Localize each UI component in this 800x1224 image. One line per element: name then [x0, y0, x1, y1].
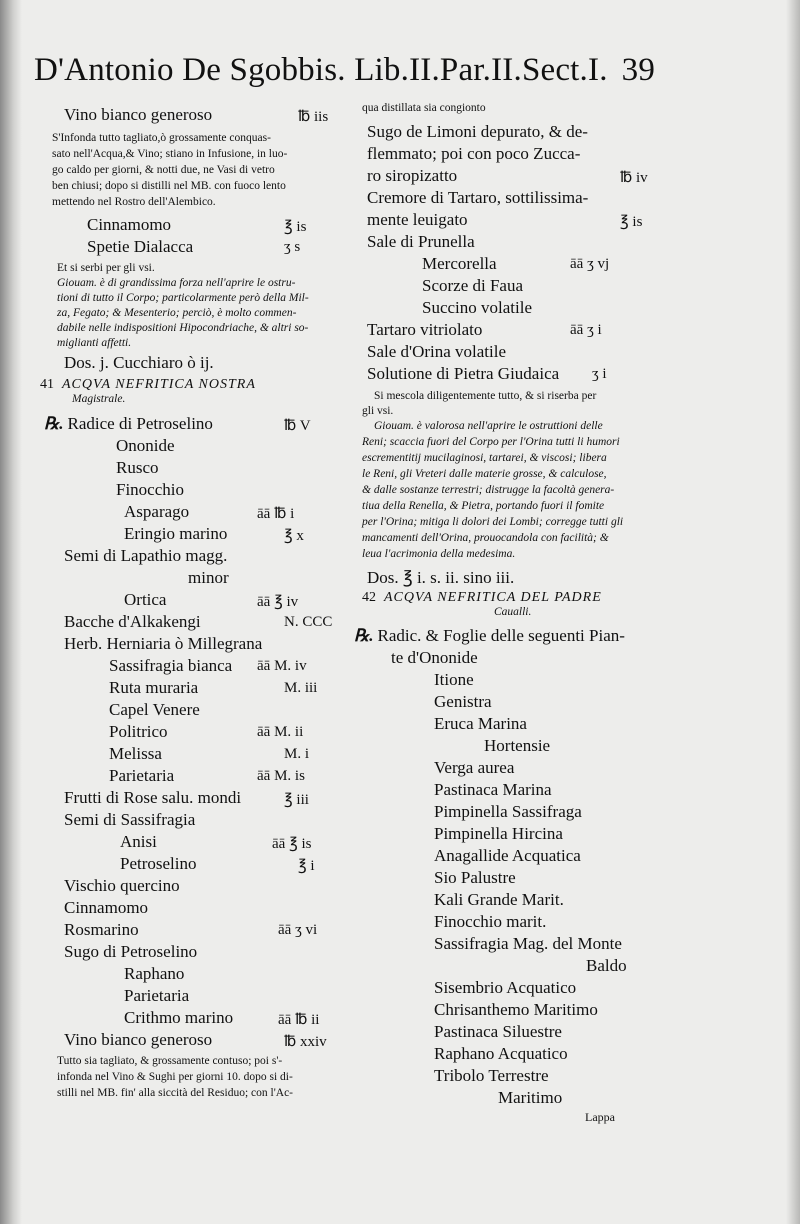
- line-l7: Spetie Dialacca: [87, 237, 194, 256]
- line-r10: Tartaro vitriolato: [367, 320, 483, 339]
- line-l31: Politrico: [109, 722, 168, 741]
- line-r12: Solutione di Pietra Giudaica: [367, 364, 560, 383]
- line-l35: Semi di Sassifragia: [64, 810, 196, 829]
- line-l20: Finocchio: [116, 480, 184, 499]
- line-r0: qua distillata sia congionto: [362, 102, 486, 114]
- qty-l22: ℥ x: [284, 528, 304, 544]
- line-r1: Sugo de Limoni depurato, & de-: [367, 122, 588, 141]
- line-l42: Raphano: [124, 964, 185, 983]
- line-r43: Sisembrio Acquatico: [434, 978, 577, 997]
- line-r39: Kali Grande Marit.: [434, 890, 564, 909]
- qty-l45: ℔ xxiv: [284, 1034, 327, 1050]
- line-l21: Asparago: [124, 502, 190, 521]
- line-l1: S'Infonda tutto tagliato,ò grossamente conquas-: [52, 132, 271, 144]
- line-r11: Sale d'Orina volatile: [367, 342, 507, 361]
- line-r17: escrementitij mucilaginosi, tartarei, & viscosi; libera: [362, 452, 607, 464]
- catchword: Lappa: [585, 1110, 615, 1124]
- line-l40: Rosmarino: [64, 920, 139, 939]
- qty-l0: ℔ iis: [298, 109, 329, 125]
- line-l33: Parietaria: [109, 766, 175, 785]
- page-spine-shadow: [0, 0, 22, 1224]
- line-l25: Ortica: [124, 590, 167, 609]
- line-l37: Petroselino: [120, 854, 197, 873]
- line-l13: miglianti affetti.: [57, 337, 132, 349]
- line-l10: tioni di tutto il Corpo; particolarmente però della Mil-: [57, 292, 309, 304]
- line-l6: Cinnamomo: [87, 215, 172, 234]
- line-l26: Bacche d'Alkakengi: [64, 612, 201, 631]
- line-r14: gli vsi.: [362, 405, 394, 417]
- qty-l25: āā ℥ iv: [257, 594, 299, 610]
- line-r34: Pastinaca Marina: [434, 780, 552, 799]
- line-r36: Pimpinella Hircina: [434, 824, 563, 843]
- line-r15: Giouam. è valorosa nell'aprire le ostruttioni delle: [374, 420, 603, 432]
- line-r38: Sio Palustre: [434, 868, 516, 887]
- line-r32: Hortensie: [484, 736, 551, 755]
- line-l48: stilli nel MB. fin' alla siccità del Residuo; con l'Ac-: [57, 1087, 294, 1099]
- line-l41: Sugo di Petroselino: [64, 942, 198, 961]
- line-l24: minor: [188, 568, 229, 587]
- qty-r10: āā ʒ i: [570, 322, 602, 338]
- line-r22: mancamenti dell'Orina, prouocandola con facilità; &: [362, 532, 609, 544]
- line-r47: Tribolo Terrestre: [434, 1066, 549, 1085]
- line-l44: Crithmo marino: [124, 1008, 234, 1027]
- line-r8: Scorze di Faua: [422, 276, 524, 295]
- recipe-41-title: 41 ACQVA NEFRITICA NOSTRA: [40, 377, 256, 392]
- qty-r12: ʒ i: [592, 366, 607, 382]
- qty-l29: M. iii: [284, 680, 318, 696]
- line-l43: Parietaria: [124, 986, 190, 1005]
- line-r42: Baldo: [586, 956, 627, 975]
- qty-l17: ℔ V: [284, 418, 311, 434]
- line-l3: go caldo per giorni, & notti due, ne Vasi di vetro: [52, 164, 275, 176]
- line-l22: Eringio marino: [124, 524, 228, 543]
- line-r20: tiua della Renella, & Pietra, portando fuori il fomite: [362, 500, 605, 512]
- qty-l40: āā ʒ vi: [278, 922, 318, 938]
- line-l17: ℞. Radice di Petroselino: [44, 414, 213, 433]
- line-r5: mente leuigato: [367, 210, 468, 229]
- line-l19: Rusco: [116, 458, 159, 477]
- line-l32: Melissa: [109, 744, 162, 763]
- qty-l28: āā M. iv: [257, 658, 307, 674]
- qty-l34: ℥ iii: [284, 792, 309, 808]
- line-r48: Maritimo: [498, 1088, 563, 1107]
- qty-l44: āā ℔ ii: [278, 1012, 320, 1028]
- line-r23: leua l'acrimonia della medesima.: [362, 548, 516, 560]
- line-r16: Reni; scaccia fuori del Corpo per l'Orina tutti li humori: [362, 436, 620, 448]
- qty-l7: ʒ s: [284, 239, 301, 255]
- running-header: [34, 52, 794, 100]
- line-r44: Chrisanthemo Maritimo: [434, 1000, 598, 1019]
- qty-l6: ℥ is: [284, 219, 307, 235]
- line-l2: sato nell'Acqua,& Vino; stiano in Infusione, in luo-: [52, 148, 288, 160]
- line-r46: Raphano Acquatico: [434, 1044, 568, 1063]
- line-r40: Finocchio marit.: [434, 912, 547, 931]
- line-l45: Vino bianco generoso: [64, 1030, 213, 1049]
- line-r33: Verga aurea: [434, 758, 515, 777]
- line-r7: Mercorella: [422, 254, 497, 273]
- recipe-42-title: 42 ACQVA NEFRITICA DEL PADRE: [362, 590, 602, 605]
- line-l9: Giouam. è di grandissima forza nell'aprire le ostru-: [57, 277, 296, 289]
- line-l36: Anisi: [120, 832, 157, 851]
- line-l11: za, Fegato; & Mesenterio; perciò, è molto commen-: [57, 307, 297, 319]
- qty-r3: ℔ iv: [620, 170, 648, 186]
- qty-r7: āā ʒ vj: [570, 256, 610, 272]
- line-r24: Dos. ℥ i. s. ii. sino iii.: [367, 568, 515, 587]
- line-r4: Cremore di Tartaro, sottilissima-: [367, 188, 589, 207]
- line-r37: Anagallide Acquatica: [434, 846, 581, 865]
- line-r2: flemmato; poi con poco Zucca-: [367, 144, 581, 163]
- line-r31: Eruca Marina: [434, 714, 527, 733]
- qty-l37: ℥ i: [298, 858, 315, 874]
- line-r45: Pastinaca Siluestre: [434, 1022, 562, 1041]
- line-r28: te d'Ononide: [391, 648, 478, 667]
- line-l16: Magistrale.: [72, 393, 126, 405]
- line-r41: Sassifragia Mag. del Monte: [434, 934, 622, 953]
- line-l0: Vino bianco generoso: [64, 105, 213, 124]
- line-l29: Ruta muraria: [109, 678, 199, 697]
- qty-l26: N. CCC: [284, 614, 333, 630]
- line-r19: & dalle sostanze terrestri; distrugge la facoltà genera-: [362, 484, 615, 496]
- line-r30: Genistra: [434, 692, 492, 711]
- line-l4: ben chiusi; dopo si distilli nel MB. con fuoco lento: [52, 180, 286, 192]
- qty-l32: M. i: [284, 746, 310, 762]
- line-l34: Frutti di Rose salu. mondi: [64, 788, 242, 807]
- line-l5: mettendo nel Rostro dell'Alembico.: [52, 196, 216, 208]
- line-r6: Sale di Prunella: [367, 232, 475, 251]
- line-r18: le Reni, gli Vreteri dalle materie grosse, & calculose,: [362, 468, 607, 480]
- line-r35: Pimpinella Sassifraga: [434, 802, 582, 821]
- qty-l36: āā ℥ is: [272, 836, 312, 852]
- qty-r5: ℥ is: [620, 214, 643, 230]
- header-title: D'Antonio De Sgobbis. Lib.II.Par.II.Sect.I.: [34, 52, 608, 88]
- line-r9: Succino volatile: [422, 298, 533, 317]
- line-l18: Ononide: [116, 436, 175, 455]
- line-l28: Sassifragia bianca: [109, 656, 233, 675]
- line-r26: Caualli.: [494, 606, 532, 618]
- page-edge-shadow: [786, 0, 800, 1224]
- line-l30: Capel Venere: [109, 700, 200, 719]
- line-r13: Si mescola diligentemente tutto, & si riserba per: [374, 390, 597, 402]
- line-r29: Itione: [434, 670, 474, 689]
- line-l12: dabile nelle indispositioni Hipocondriache, & altri so-: [57, 322, 309, 334]
- line-r3: ro siropizatto: [367, 166, 458, 185]
- qty-l31: āā M. ii: [257, 724, 304, 740]
- line-l27: Herb. Herniaria ò Millegrana: [64, 634, 263, 653]
- line-r21: per l'Orina; mitiga li dolori dei Lombi; corregge tutti gli: [362, 516, 624, 528]
- page-number: 39: [621, 52, 656, 88]
- line-l46: Tutto sia tagliato, & grossamente contuso; poi s'-: [57, 1055, 283, 1067]
- line-l14: Dos. j. Cucchiaro ò ij.: [64, 353, 214, 372]
- line-l39: Cinnamomo: [64, 898, 149, 917]
- qty-l21: āā ℔ i: [257, 506, 295, 522]
- qty-l33: āā M. is: [257, 768, 305, 784]
- line-l47: infonda nel Vino & Sughi per giorni 10. dopo si di-: [57, 1071, 293, 1083]
- line-l8: Et si serbi per gli vsi.: [57, 262, 155, 274]
- line-l23: Semi di Lapathio magg.: [64, 546, 228, 565]
- line-l38: Vischio quercino: [64, 876, 180, 895]
- line-r27: ℞. Radic. & Foglie delle seguenti Pian-: [354, 626, 625, 645]
